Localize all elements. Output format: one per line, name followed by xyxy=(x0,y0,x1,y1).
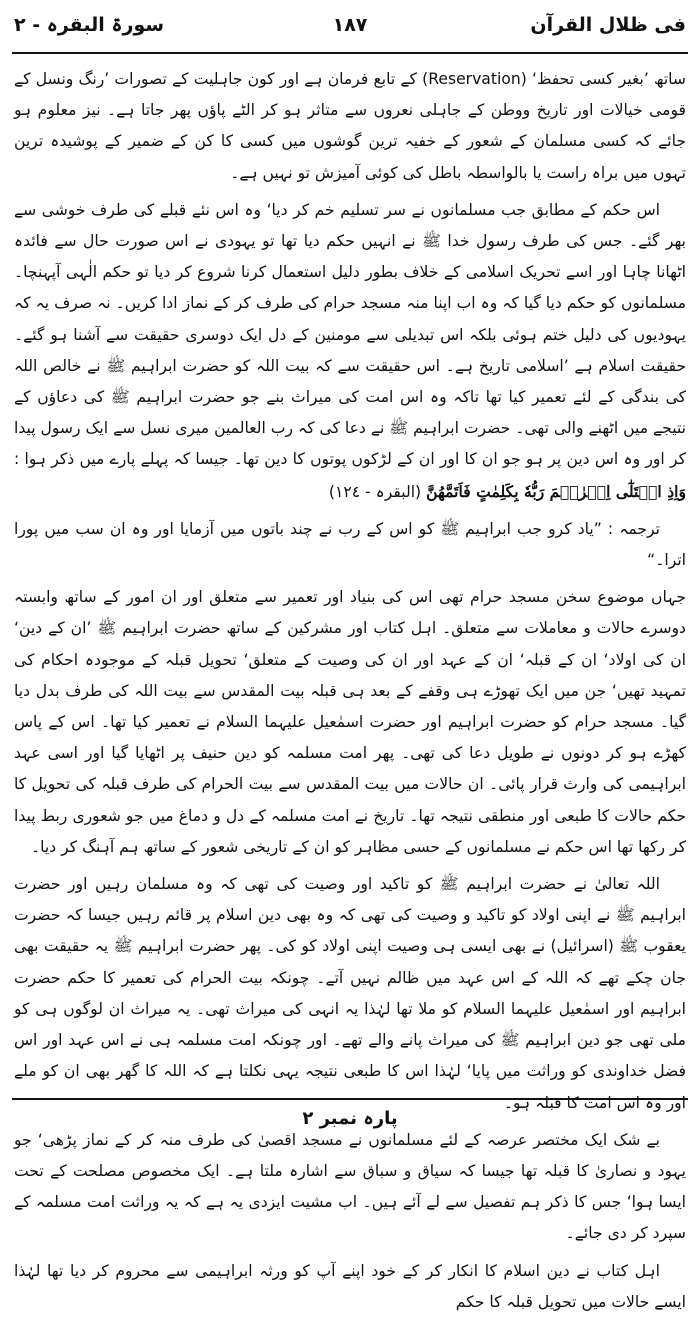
paragraph xyxy=(14,514,686,576)
page-header xyxy=(10,8,690,48)
paragraph xyxy=(14,582,686,863)
paragraph-text: جہاں موضوع سخن مسجد حرام تھی اس کی بنیاد اور تعمیر سے متعلق اور ان امور کے ساتھ وابستہ دوسرے حالات و معاملات سے متعلق۔ اہل کتاب اور مشرکین کے ساتھ حضرت ابراہیم ﷺ ’ان کے دین‘ ان کی اولاد‘ ان کے قبلہ‘ ان کے عہد اور ان کی وصیت کے متعلق‘ تحویل قبلہ کے موجودہ احکام کی تمہید تھیں‘ جن میں ایک تھوڑے ہی وقفے کے بعد ہی قبلہ بیت المقدس سے بیت اللہ کی طرف بدل دیا گیا۔ مسجد حرام کو حضرت ابراہیم اور حضرت اسمٰعیل علیہما السلام نے تعمیر کیا تھا۔ اس کے پاس کھڑے ہو کر دونوں نے طویل دعا کی تھی۔ پھر امت مسلمہ کو دین حنیف پر اٹھایا گیا اور اسی عہد ابراہیمی کی وارث قرار پائی۔ ان حالات میں بیت المقدس سے بیت الحرام کی طرف قبلہ کی تحویل کا حکم حالات کا طبعی اور منطقی نتیجہ تھا۔ تاریخ نے امت مسلمہ کے دل و دماغ میں جو شعوری ربط پیدا کر رکھا تھا اس حکم نے مسلمانوں کے حسی مظاہر کو ان کے تاریخی شعور کے ساتھ ہم آہنگ کر دیا۔ xyxy=(14,588,686,856)
verse-reference: (البقرہ - ١٢٤) xyxy=(328,482,422,501)
paragraph-text: ترجمہ : ”یاد کرو جب ابراہیم ﷺ کو اس کے رب نے چند باتوں میں آزمایا اور وہ ان سب میں پورا اترا۔“ xyxy=(14,519,686,570)
paragraph-text: اہل کتاب نے دین اسلام کا انکار کر کے خود اپنے آپ کو ورثہ ابراہیمی سے محروم کر دیا تھا لہٰذا ایسے حالات میں تحویل قبلہ کا حکم xyxy=(14,1261,686,1311)
page-number: ١٨٧ xyxy=(332,14,368,36)
paragraph xyxy=(14,195,686,508)
footer-rule xyxy=(12,1098,688,1100)
paragraph-text: اس حکم کے مطابق جب مسلمانوں نے سر تسلیم خم کر دیا‘ وہ اس نئے قبلے کی طرف خوشی سے بھر گئے۔ جس کی طرف رسول خدا ﷺ نے انہیں حکم دیا تھا تو یہودی نے اس صورت حال سے فائدہ اٹھانا چاہا اور اسے تحریک اسلامی کے خلاف بطور دلیل استعمال کرنا شروع کر دیا تو حکم الٰہی آپہنچا۔ مسلمانوں کو حکم دیا گیا کہ وہ اب اپنا منہ مسجد حرام کی طرف کر کے نماز ادا کریں۔ نہ صرف یہ کہ یہودیوں کی دلیل ختم ہوئی بلکہ اس تبدیلی سے مومنین کے دل ایک دوسری حقیقت سے آشنا ہو گئے۔ حقیقت اسلام ہے ’اسلامی تاریخ ہے۔ اس حقیقت سے کہ بیت اللہ کو حضرت ابراہیم ﷺ نے خالص اللہ کی بندگی کے لئے تعمیر کیا تھا تاکہ وہ اس امت کی میراث بنے جو حضرت ابراہیم ﷺ کی دعاؤں کے نتیجے میں اٹھنے والی تھی۔ حضرت ابراہیم ﷺ نے دعا کی کہ رب العالمین میری نسل سے ایک رسول پیدا کر اور وہ اس دین پر ہو جو ان کا اور ان کے لڑکوں پوتوں کا دین تھا۔ جیسا کہ پہلے پارے میں ذکر ہوا : xyxy=(14,200,686,469)
page-footer: پارہ نمبر ٢ xyxy=(302,1108,398,1129)
book-title: فی ظلال القرآن xyxy=(530,14,686,36)
quran-verse: وَاِذِ ابۡتَلٰٓى اِبۡرٰهٖمَ رَبُّهٗ بِکَلِمٰتٍ فَاَتَمَّهُنَّ xyxy=(426,481,686,501)
paragraph-text: اللہ تعالیٰ نے حضرت ابراہیم ﷺ کو تاکید اور وصیت کی تھی کہ وہ مسلمان رہیں اور حضرت ابراہیم ﷺ نے اپنی اولاد کو تاکید و وصیت کی تھی کہ وہ بھی دین اسلام پر قائم رہیں جیسا کہ حضرت یعقوب ﷺ (اسرائیل) نے بھی ایسی ہی وصیت اپنی اولاد کو کی۔ پھر حضرت ابراہیم ﷺ یہ حقیقت بھی جان چکے تھے کہ اللہ کے اس عہد میں ظالم نہیں آتے۔ چونکہ بیت الحرام کی تعمیر کا حکم حضرت ابراہیم اور اسمٰعیل علیہما السلام کو ملا تھا لہٰذا یہ انہی کی میراث تھی۔ یہ میراث ان لوگوں ہی کو ملی تھی جو دین ابراہیم ﷺ کی میراث پانے والے تھے۔ اور چونکہ امت مسلمہ ہی نے اس عہد اور اس فضل خداوندی کو وراثت میں پایا‘ لہٰذا اس کا طبعی نتیجہ یہی نکلتا ہے کہ اللہ کا گھر بھی ان کو ملے اور وہ اس امت کا قبلہ ہو۔ xyxy=(14,875,686,1112)
paragraph xyxy=(14,1125,686,1250)
paragraph-text: ساتھ ’بغیر کسی تحفظ‘ (Reservation) کے تابع فرمان ہے اور کون جاہلیت کے تصورات ’رنگ ونسل کے قومی خیالات اور تاریخ ووطن کے جاہلی نعروں سے متاثر ہو کر الٹے پاؤں پھر جاتا ہے۔ نیز معلوم ہو جائے کہ کسی مسلمان کے شعور کے خفیہ ترین گوشوں میں کسی کا کن کے ضمیر کے پوشیدہ ترین تہوں میں براہ راست یا بالواسطہ باطل کی کوئی آمیزش تو نہیں ہے۔ xyxy=(14,70,686,182)
surah-title: سورۃ البقرہ - ٢ xyxy=(14,14,165,36)
paragraph-text: بے شک ایک مختصر عرصہ کے لئے مسلمانوں نے مسجد اقصیٰ کی طرف منہ کر کے نماز پڑھی‘ جو یہود و نصاریٰ کا قبلہ تھا جیسا کہ سیاق و سباق سے اشارہ ملتا ہے۔ ایک مخصوص مصلحت کے تحت ایسا ہوا‘ جس کا ذکر ہم تفصیل سے لے آئے ہیں۔ اب مشیت ایزدی یہ ہے کہ یہ وراثت امت مسلمہ کے سپرد کر دی جائے۔ xyxy=(14,1130,686,1243)
paragraph xyxy=(14,64,686,189)
header-rule xyxy=(12,52,688,54)
paragraph xyxy=(14,869,686,1119)
paragraph xyxy=(14,1256,686,1318)
